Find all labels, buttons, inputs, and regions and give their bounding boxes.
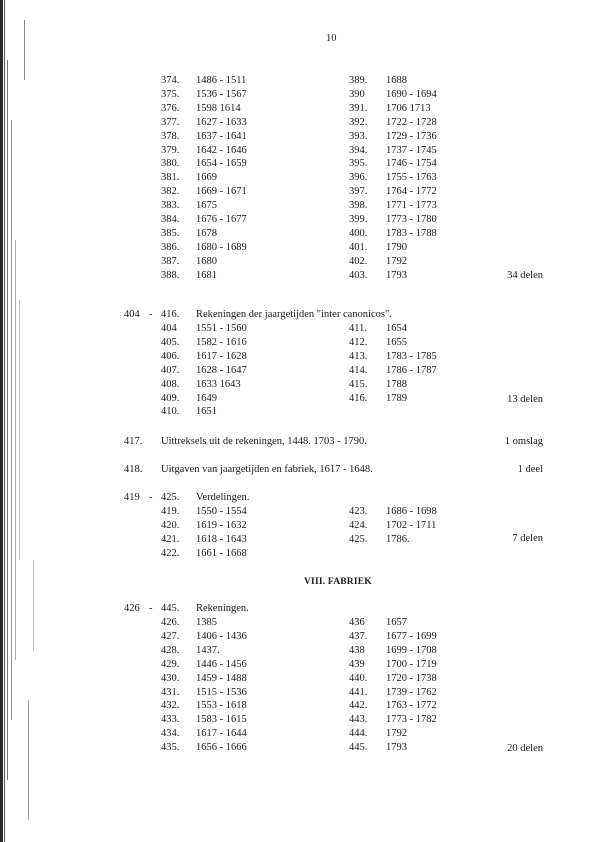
entry-years: 1627 - 1633 <box>196 116 247 128</box>
entry-number: 427. <box>161 630 180 642</box>
entry-years: 1783 - 1788 <box>386 227 437 239</box>
entry-number: 420. <box>161 519 180 531</box>
entry-number: 437. <box>349 630 368 642</box>
range-start: 419 <box>124 492 140 503</box>
entry-number: 389. <box>349 75 368 86</box>
entry-number: 408. <box>161 378 180 390</box>
entry-years: 1792 <box>386 255 407 267</box>
item-count: 34 delen <box>507 269 543 281</box>
entry-years: 1773 - 1782 <box>386 714 437 726</box>
entry-number: 378. <box>161 130 180 142</box>
entry-years: 1649 <box>196 392 217 404</box>
entry-number: 412. <box>349 336 368 348</box>
entry-years: 1739 - 1762 <box>386 686 437 698</box>
entry-years: 1790 <box>386 241 407 253</box>
entry-text: Uitgaven van jaargetijden en fabriek, 1617 - 1648. <box>161 464 373 475</box>
entry-number: 410. <box>161 406 180 418</box>
entry-years: 1788 <box>386 378 407 390</box>
entry-number: 423. <box>349 506 368 517</box>
item-count: 7 delen <box>512 533 543 544</box>
entry-years: 1676 - 1677 <box>196 214 247 225</box>
entry-number: 396. <box>349 172 368 184</box>
item-count: 20 delen <box>507 743 543 754</box>
range-end: 425. <box>161 492 180 503</box>
entry-years: 1661 - 1668 <box>196 547 247 559</box>
entry-number: 385. <box>161 227 180 239</box>
entry-years: 1764 - 1772 <box>386 186 437 198</box>
entry-years: 1642 - 1646 <box>196 144 247 156</box>
entry-number: 444. <box>349 728 368 740</box>
entry-number: 418. <box>124 464 143 475</box>
entry-number: 436 <box>349 617 365 628</box>
entry-number: 433. <box>161 714 180 726</box>
section-title: Rekeningen. <box>196 603 249 614</box>
entry-years: 1702 - 1711 <box>386 519 437 531</box>
entry-years: 1406 - 1436 <box>196 630 247 642</box>
entry-number: 395. <box>349 158 368 170</box>
entry-years: 1486 - 1511 <box>196 75 247 86</box>
entry-number: 443. <box>349 714 368 726</box>
entry-years: 1677 - 1699 <box>386 630 437 642</box>
entry-years: 1786 - 1787 <box>386 364 437 376</box>
entry-number: 438 <box>349 644 365 656</box>
entry-years: 1783 - 1785 <box>386 350 437 362</box>
entry-years: 1680 <box>196 255 217 267</box>
entry-number: 379. <box>161 144 180 156</box>
entry-number: 434. <box>161 728 180 740</box>
entry-years: 1789 <box>386 392 407 404</box>
entry-years: 1773 - 1780 <box>386 214 437 225</box>
entry-number: 400. <box>349 227 368 239</box>
entry-number: 409. <box>161 392 180 404</box>
entry-years: 1792 <box>386 728 407 740</box>
entry-years: 1618 - 1643 <box>196 533 247 545</box>
entry-number: 383. <box>161 200 180 212</box>
entry-years: 1628 - 1647 <box>196 364 247 376</box>
entry-years: 1617 - 1628 <box>196 350 247 362</box>
entry-years: 1688 <box>386 75 407 86</box>
entry-years: 1793 <box>386 269 407 281</box>
entry-number: 381. <box>161 172 180 184</box>
entry-number: 426. <box>161 617 180 628</box>
entry-number: 407. <box>161 364 180 376</box>
entry-number: 399. <box>349 214 368 225</box>
entry-years: 1720 - 1738 <box>386 672 437 684</box>
entry-years: 1690 - 1694 <box>386 88 437 100</box>
entry-number: 440. <box>349 672 368 684</box>
entry-years: 1385 <box>196 617 217 628</box>
entry-number: 411. <box>349 323 367 334</box>
range-dash: - <box>149 603 153 614</box>
entry-years: 1637 - 1641 <box>196 130 247 142</box>
range-start: 404 <box>124 309 140 320</box>
scan-edge-artifact <box>0 0 40 842</box>
entry-number: 442. <box>349 700 368 712</box>
entry-number: 415. <box>349 378 368 390</box>
entry-number: 429. <box>161 658 180 670</box>
entry-number: 422. <box>161 547 180 559</box>
entry-number: 441. <box>349 686 368 698</box>
entry-years: 1771 - 1773 <box>386 200 437 212</box>
entry-number: 388. <box>161 269 180 281</box>
range-end: 416. <box>161 309 180 320</box>
entry-number: 435. <box>161 742 180 754</box>
entry-number: 431. <box>161 686 180 698</box>
entry-years: 1446 - 1456 <box>196 658 247 670</box>
entry-years: 1515 - 1536 <box>196 686 247 698</box>
entry-years: 1678 <box>196 227 217 239</box>
entry-number: 405. <box>161 336 180 348</box>
page-number: 10 <box>326 33 337 44</box>
entry-number: 430. <box>161 672 180 684</box>
entry-number: 401. <box>349 241 368 253</box>
section-heading: VIII. FABRIEK <box>304 577 372 587</box>
entry-years: 1746 - 1754 <box>386 158 437 170</box>
range-end: 445. <box>161 603 180 614</box>
entry-years: 1737 - 1745 <box>386 144 437 156</box>
entry-number: 425. <box>349 533 368 545</box>
entry-number: 384. <box>161 214 180 225</box>
entry-number: 417. <box>124 436 143 447</box>
entry-years: 1793 <box>386 742 407 754</box>
entry-number: 386. <box>161 241 180 253</box>
entry-number: 439 <box>349 658 365 670</box>
entry-number: 428. <box>161 644 180 656</box>
entry-years: 1706 1713 <box>386 102 431 114</box>
entry-number: 391. <box>349 102 368 114</box>
entry-number: 413. <box>349 350 368 362</box>
entry-years: 1582 - 1616 <box>196 336 247 348</box>
entry-years: 1633 1643 <box>196 378 241 390</box>
entry-years: 1654 - 1659 <box>196 158 247 170</box>
entry-number: 376. <box>161 102 180 114</box>
entry-number: 390 <box>349 88 365 100</box>
entry-years: 1700 - 1719 <box>386 658 437 670</box>
entry-years: 1722 - 1728 <box>386 116 437 128</box>
range-dash: - <box>149 492 153 503</box>
entry-number: 392. <box>349 116 368 128</box>
entry-years: 1553 - 1618 <box>196 700 247 712</box>
entry-years: 1654 <box>386 323 407 334</box>
entry-years: 1437. <box>196 644 220 656</box>
entry-years: 1551 - 1560 <box>196 323 247 334</box>
entry-number: 416. <box>349 392 368 404</box>
entry-years: 1680 - 1689 <box>196 241 247 253</box>
entry-number: 387. <box>161 255 180 267</box>
entry-years: 1656 - 1666 <box>196 742 247 754</box>
entry-number: 403. <box>349 269 368 281</box>
entry-number: 397. <box>349 186 368 198</box>
section-title: Rekeningen der jaargetijden "inter canonicos". <box>196 309 392 320</box>
range-start: 426 <box>124 603 140 614</box>
entry-number: 398. <box>349 200 368 212</box>
entry-number: 421. <box>161 533 180 545</box>
item-count: 1 deel <box>517 464 543 475</box>
entry-years: 1536 - 1567 <box>196 88 247 100</box>
entry-number: 432. <box>161 700 180 712</box>
entry-years: 1675 <box>196 200 217 212</box>
entry-number: 445. <box>349 742 368 754</box>
entry-years: 1550 - 1554 <box>196 506 247 517</box>
entry-number: 424. <box>349 519 368 531</box>
entry-number: 375. <box>161 88 180 100</box>
item-count: 1 omslag <box>504 436 543 447</box>
entry-years: 1699 - 1708 <box>386 644 437 656</box>
entry-number: 402. <box>349 255 368 267</box>
entry-years: 1786. <box>386 533 410 545</box>
entry-years: 1686 - 1698 <box>386 506 437 517</box>
section-title: Verdelingen. <box>196 492 250 503</box>
entry-text: Uittreksels uit de rekeningen, 1448. 1703 - 1790. <box>161 436 367 447</box>
entry-number: 377. <box>161 116 180 128</box>
entry-number: 380. <box>161 158 180 170</box>
entry-years: 1657 <box>386 617 407 628</box>
entry-years: 1598 1614 <box>196 102 241 114</box>
entry-years: 1617 - 1644 <box>196 728 247 740</box>
entry-years: 1729 - 1736 <box>386 130 437 142</box>
item-count: 13 delen <box>507 394 543 405</box>
entry-years: 1755 - 1763 <box>386 172 437 184</box>
entry-number: 393. <box>349 130 368 142</box>
entry-number: 419. <box>161 506 180 517</box>
entry-years: 1583 - 1615 <box>196 714 247 726</box>
entry-years: 1619 - 1632 <box>196 519 247 531</box>
entry-number: 414. <box>349 364 368 376</box>
entry-number: 382. <box>161 186 180 198</box>
entry-years: 1459 - 1488 <box>196 672 247 684</box>
entry-number: 404 <box>161 323 177 334</box>
entry-years: 1655 <box>386 336 407 348</box>
entry-number: 406. <box>161 350 180 362</box>
entry-years: 1669 - 1671 <box>196 186 247 198</box>
entry-years: 1681 <box>196 269 217 281</box>
entry-years: 1651 <box>196 406 217 418</box>
entry-number: 374. <box>161 75 180 86</box>
range-dash: - <box>149 309 153 320</box>
entry-years: 1763 - 1772 <box>386 700 437 712</box>
entry-number: 394. <box>349 144 368 156</box>
entry-years: 1669 <box>196 172 217 184</box>
